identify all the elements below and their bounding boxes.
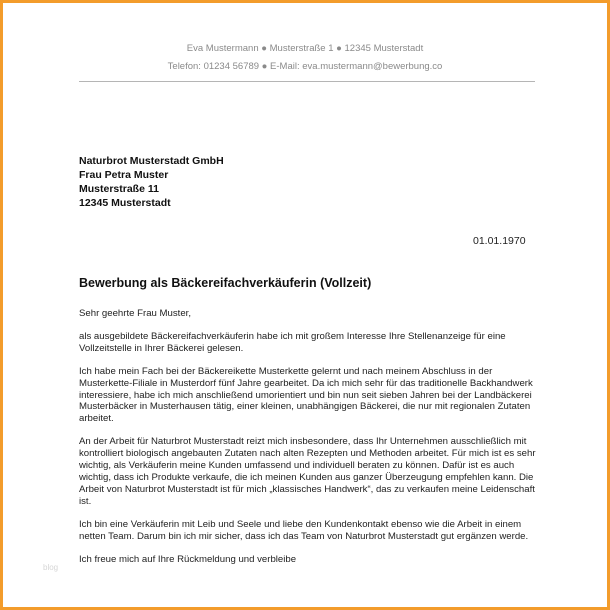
- sender-contact: Telefon: 01234 56789 ● E-Mail: eva.mustermann@bewerbung.co: [167, 61, 443, 72]
- recipient-company: Naturbrot Musterstadt GmbH: [79, 155, 224, 167]
- recipient-person: Frau Petra Muster: [79, 169, 169, 181]
- paragraph: Ich bin eine Verkäuferin mit Leib und Seele und liebe den Kundenkontakt ebenso wie die Arbeit in einem netten Team. Darum bin ich mir sicher, dass ich das Team von Naturbrot Musterstadt gut ergänzen werde.: [79, 518, 529, 542]
- recipient-address: [79, 154, 224, 210]
- salutation: Sehr geehrte Frau Muster,: [79, 308, 191, 319]
- letter-date: 01.01.1970: [473, 235, 526, 247]
- paragraph: Ich habe mein Fach bei der Bäckereikette Musterkette gelernt und nach meinem Abschluss in der Musterkette-Filiale in Musterdorf fünf Jahre gearbeitet. Da ich mich sehr für das traditionelle Backhandwerk interessiere, habe ich mich anschließend umorientiert und bin nun seit sieben Jahren bei der Landbäckerei Musterbäcker in Musterhausen tätig, einer kleinen, unabhängigen Bäckerei, die nur mit regionalen Zutaten arbeitet.: [79, 365, 533, 425]
- header-divider: [79, 81, 535, 82]
- paragraph: An der Arbeit für Naturbrot Musterstadt reizt mich insbesondere, dass Ihr Unternehmen ausschließlich mit kontrolliert biologisch angebauten Zutaten nach alten Rezepten und Methoden arbeitet. Für mich ist es sehr wichtig, als Verkäuferin meine Kunden umfassend und individuell beraten zu können. Dafür ist es auch wichtig, dass ich Produkte verkaufe, die ich meinen Kunden aus ganzer Überzeugung empfehlen kann. Die Arbeit von Naturbrot Musterstadt ist für mich „klassisches Handwerk“, das zu verkaufen meine Leidenschaft ist.: [79, 436, 536, 507]
- closing-paragraph: Ich freue mich auf Ihre Rückmeldung und verbleibe: [79, 553, 297, 565]
- watermark: blog: [43, 563, 59, 572]
- recipient-city: 12345 Musterstadt: [79, 197, 171, 209]
- recipient-street: Musterstraße 11: [79, 183, 159, 195]
- letter-subject: Bewerbung als Bäckereifachverkäuferin (Vollzeit): [79, 276, 372, 290]
- letter-body: [79, 308, 541, 576]
- paragraph: als ausgebildete Bäckereifachverkäuferin habe ich mit großem Interesse Ihre Stellenanzeige für eine Vollzeitstelle in Ihrer Bäckerei gelesen.: [79, 330, 506, 354]
- sender-address: Eva Mustermann ● Musterstraße 1 ● 12345 Musterstadt: [186, 43, 424, 54]
